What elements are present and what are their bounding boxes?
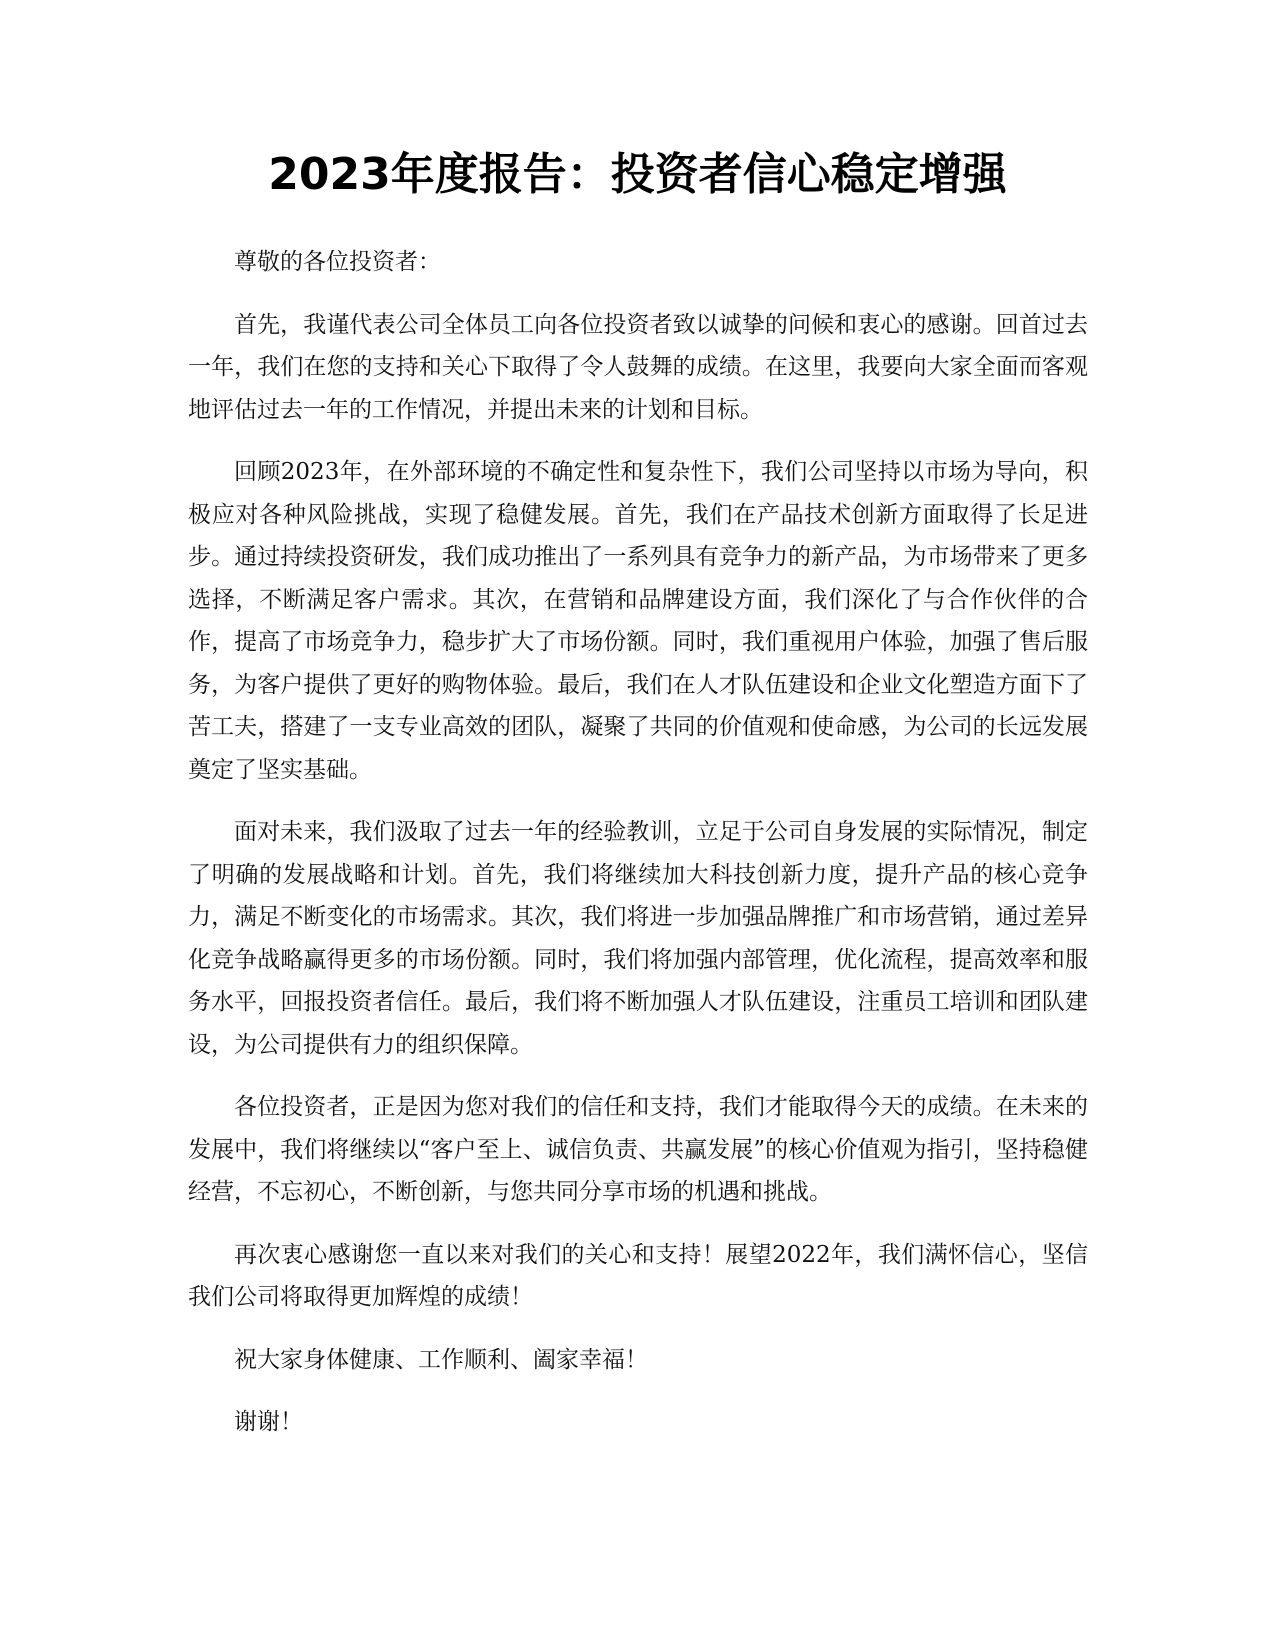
paragraph-greeting: 首先，我谨代表公司全体员工向各位投资者致以诚挚的问候和衷心的感谢。回首过去一年，我们在您的支持和关心下取得了令人鼓舞的成绩。在这里，我要向大家全面而客观地评估过去一年的工作情况，并提出未来的计划和目标。 (188, 311, 1088, 423)
document-title: 2023年度报告：投资者信心稳定增强 (268, 149, 1007, 200)
paragraph-outlook: 面对未来，我们汲取了过去一年的经验教训，立足于公司自身发展的实际情况，制定了明确的发展战略和计划。首先，我们将继续加大科技创新力度，提升产品的核心竞争力，满足不断变化的市场需求。其次，我们将进一步加强品牌推广和市场营销，通过差异化竞争战略赢得更多的市场份额。同时，我们将加强内部管理，优化流程，提高效率和服务水平，回报投资者信任。最后，我们将不断加强人才队伍建设，注重员工培训和团队建设，为公司提供有力的组织保障。 (188, 819, 1088, 1058)
wishes: 祝大家身体健康、工作顺利、阖家幸福！ (234, 1346, 648, 1373)
paragraph-review: 回顾2023年，在外部环境的不确定性和复杂性下，我们公司坚持以市场为导向，积极应对各种风险挑战，实现了稳健发展。首先，我们在产品技术创新方面取得了长足进步。通过持续投资研发，我们成功推出了一系列具有竞争力的新产品，为市场带来了更多选择，不断满足客户需求。其次，在营销和品牌建设方面，我们深化了与合作伙伴的合作，提高了市场竞争力，稳步扩大了市场份额。同时，我们重视用户体验，加强了售后服务，为客户提供了更好的购物体验。最后，我们在人才队伍建设和企业文化塑造方面下了苦工夫，搭建了一支专业高效的团队，凝聚了共同的价值观和使命感，为公司的长远发展奠定了坚实基础。 (188, 459, 1088, 783)
salutation: 尊敬的各位投资者： (234, 249, 441, 275)
paragraph-values: 各位投资者，正是因为您对我们的信任和支持，我们才能取得今天的成绩。在未来的发展中，我们将继续以“客户至上、诚信负责、共赢发展”的核心价值观为指引，坚持稳健经营，不忘初心，不断创新，与您共同分享市场的机遇和挑战。 (188, 1094, 1088, 1205)
paragraph-thanks: 再次衷心感谢您一直以来对我们的关心和支持！展望2022年，我们满怀信心，坚信我们公司将取得更加辉煌的成绩！ (188, 1241, 1088, 1310)
document-body (188, 241, 1088, 1464)
closing: 谢谢！ (234, 1409, 303, 1435)
